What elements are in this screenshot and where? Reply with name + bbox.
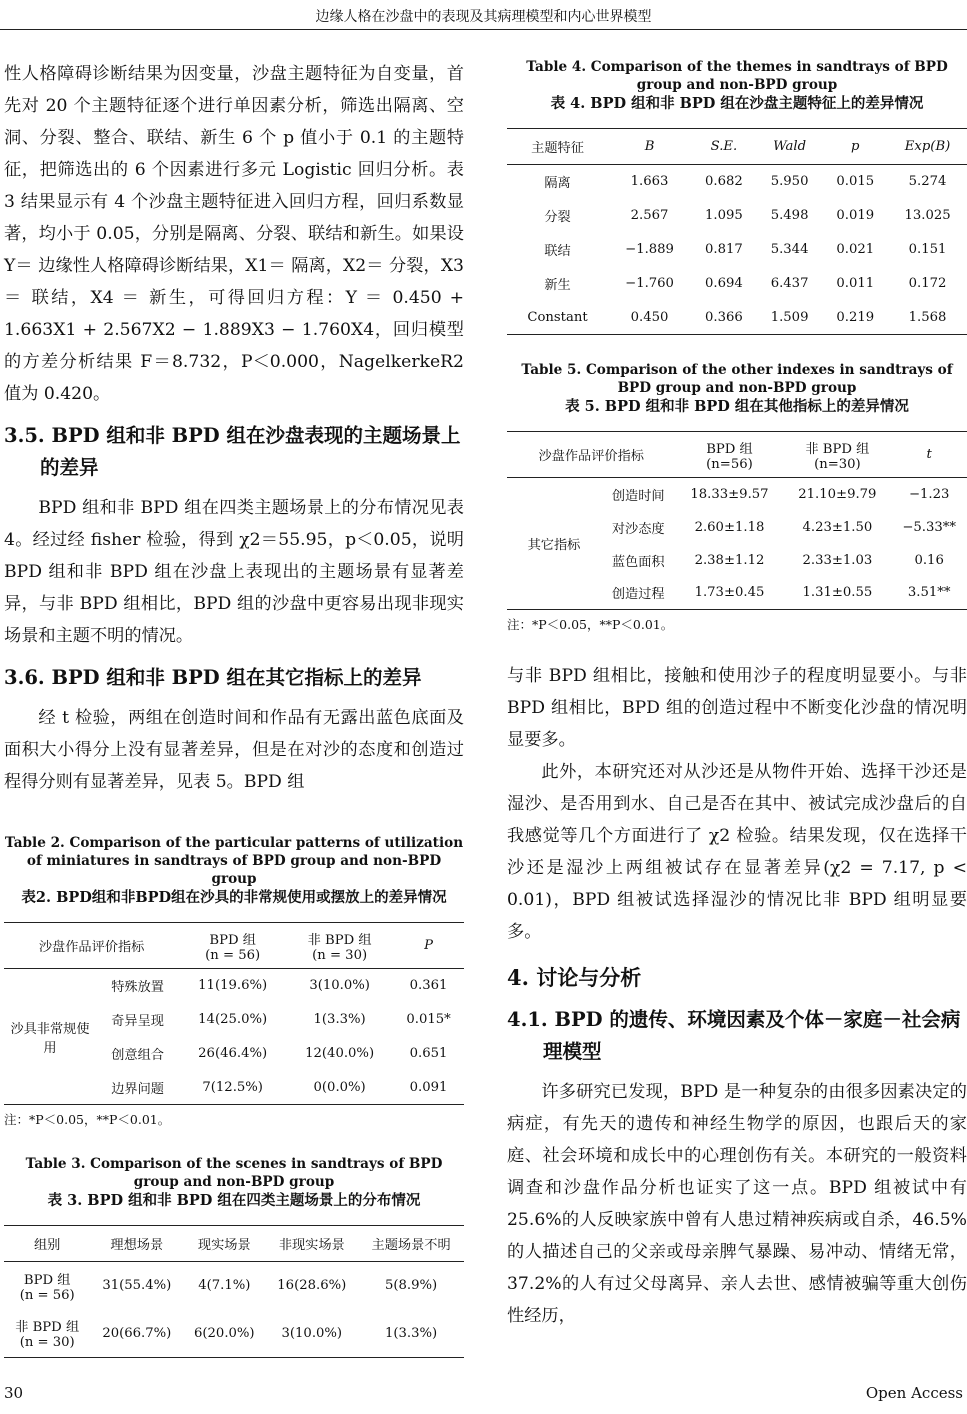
table-header: S.E. [710,139,738,154]
table-4-caption-en: Table 4. Comparison of the themes in sandtrays of BPD group and non-BPD group [526,59,948,93]
paragraph: 此外，本研究还对从沙还是从物件开始、选择干沙还是湿沙、是否用到水、自己是否在其中、被试完成沙盘后的自我感觉等几个方面进行了 χ2 检验。结果发现，仅在选择干沙还是湿沙上两组被试存在显著差异(χ2 = 7.17, p < 0.01)，BPD 组被试选择湿沙的情况比非 BPD 组明显要多。 [507,762,967,942]
right-column [507,58,967,1332]
table-row: 联结 −1.889 0.817 5.344 0.021 0.151 [544,242,947,259]
table-row: Constant 0.450 0.366 1.509 0.219 1.568 [527,309,947,325]
table-row: 其它指标 创造时间 18.33±9.57 21.10±9.79 −1.23 [507,478,967,511]
table-5-caption-en: Table 5. Comparison of the other indexes in sandtrays of BPD group and non-BPD group [521,362,953,396]
paragraph: 性人格障碍诊断结果为因变量，沙盘主题特征为自变量，首先对 20 个主题特征逐个进行单因素分析，筛选出隔离、空洞、分裂、整合、联结、新生 6 个 p 值小于 0.1 的主题特征，把筛选出的 6 个因素进行多元 Logistic 回归分析。表 3 结果显示有 4 个沙盘主题特征进入回归方程，回归系数显著，均小于 0.05，分别是隔离、分裂、联结和新生。如果设 Y＝ 边缘性人格障碍诊断结果，X1＝ 隔离，X2＝ 分裂，X3＝ 联结，X4 ＝ 新生，可得回归方程：Y ＝ 0.450 + 1.663X1 + 2.567X2 − 1.889X3 − 1.760X4，回归模型的方差分析结果 F＝8.732，P＜0.000，NagelkerkeR2 值为 0.420。 [4,64,464,404]
table-row: 沙具非常规使用 特殊放置 11(19.6%) 3(10.0%) 0.361 [4,969,464,1003]
table-header: B [644,139,655,154]
table-header: p [851,139,860,154]
paragraph: 许多研究已发现，BPD 是一种复杂的由很多因素决定的病症，有先天的遗传和神经生物学的原因，也跟后天的家庭、社会环境和成长中的心理创伤有关。本研究的一般资料调查和沙盘作品分析也证实了这一点。BPD 组被试中有 25.6%的人反映家族中曾有人患过精神疾病或自杀，46.5%的人描述自己的父亲或母亲脾气暴躁、易冲动、情绪无常，37.2%的人有过父母离异、亲人去世、感情被骗等重大创伤性经历， [507,1082,967,1326]
table-2-caption-en: Table 2. Comparison of the particular patterns of utilization of miniatures in sandtrays of BPD group and non-BPD group [4,835,464,887]
table-row: 新生 −1.760 0.694 6.437 0.011 0.172 [544,276,947,293]
table-header: 组别 [34,1238,61,1253]
running-title: 边缘人格在沙盘中的表现及其病理模型和内心世界模型 [315,9,652,25]
table-4-block [507,58,967,335]
paragraph: BPD 组和非 BPD 组在四类主题场景上的分布情况见表 4。经过经 fisher 检验，得到 χ2＝55.95，p＜0.05，说明 BPD 组和非 BPD 组在沙盘上表现出的主题场景有显著差异，与非 BPD 组相比，BPD 组的沙盘中更容易出现非现实场景和主题不明的情况。 [4,498,464,646]
table-header: Exp(B) [904,139,951,154]
table-header: BPD 组 (n=56) [706,441,753,472]
table-row: BPD 组 (n = 56) 31(55.4%) 4(7.1%) 16(28.6%) 5(8.9%) [19,1272,438,1303]
paragraph: 与非 BPD 组相比，接触和使用沙子的程度明显要小。与非 BPD 组相比，BPD 组的创造过程中不断变化沙盘的情况明显要多。 [507,666,967,750]
header-rule [0,29,967,30]
table-row: 蓝色面积 2.38±1.12 2.33±1.03 0.16 [611,552,944,570]
table-header: BPD 组 (n = 56) [205,932,261,963]
table-header: 主题特征 [531,141,584,156]
table-header: 理想场景 [110,1238,164,1253]
table-header: t [926,447,932,462]
table-row: 分裂 2.567 1.095 5.498 0.019 13.025 [544,208,951,225]
table-row: 边界问题 7(12.5%) 0(0.0%) 0.091 [111,1079,448,1097]
table-3-block [4,1155,464,1358]
table-header: Wald [773,139,807,154]
table-3-caption-zh: 表 3. BPD 组和非 BPD 组在四类主题场景上的分布情况 [47,1192,421,1209]
table-header: 非 BPD 组 (n=30) [805,441,870,472]
table-header: P [424,938,433,953]
table-row: 创造过程 1.73±0.45 1.31±0.55 3.51** [611,585,951,603]
table-note: 注：*P＜0.05，**P＜0.01。 [4,1112,171,1127]
journal-label: Open Access [865,1384,963,1402]
section-heading-4-1: 4.1. BPD 的遗传、环境因素及个体－家庭－社会病理模型 [507,1008,961,1063]
table-row: 隔离 1.663 0.682 5.950 0.015 5.274 [544,174,947,192]
table-group-label: 其它指标 [527,538,581,553]
table-note: 注：*P＜0.05，**P＜0.01。 [507,617,674,632]
table-header: 沙盘作品评价指标 [38,940,145,955]
table-header: 现实场景 [197,1238,251,1253]
table-header: 非现实场景 [278,1238,345,1253]
table-header: 主题场景不明 [371,1238,451,1253]
table-3 [4,1225,464,1358]
table-header: 沙盘作品评价指标 [538,449,644,464]
table-row: 非 BPD 组 (n = 30) 20(66.7%) 6(20.0%) 3(10.0%) 1(3.3%) [15,1320,438,1351]
table-row: 奇异呈现 14(25.0%) 1(3.3%) 0.015* [111,1012,451,1029]
page-number: 30 [4,1384,24,1402]
table-row: 创意组合 26(46.4%) 12(40.0%) 0.651 [111,1046,448,1063]
table-row: 对沙态度 2.60±1.18 4.23±1.50 −5.33** [611,519,956,537]
section-heading-3-5: 3.5. BPD 组和非 BPD 组在沙盘表现的主题场景上的差异 [4,424,461,479]
table-3-caption-en: Table 3. Comparison of the scenes in sandtrays of BPD group and non-BPD group [25,1156,443,1190]
section-heading-4: 4. 讨论与分析 [507,965,642,990]
table-2-block [4,834,464,1129]
table-4-caption-zh: 表 4. BPD 组和非 BPD 组在沙盘主题特征上的差异情况 [550,95,924,112]
table-5-block [507,361,967,634]
table-header: 非 BPD 组 (n = 30) [307,932,372,963]
section-heading-3-6: 3.6. BPD 组和非 BPD 组在其它指标上的差异 [4,666,422,689]
table-5 [507,431,967,610]
table-5-caption-zh: 表 5. BPD 组和非 BPD 组在其他指标上的差异情况 [565,398,909,415]
table-2 [4,922,464,1105]
table-4 [507,128,967,335]
table-group-label: 沙具非常规使用 [10,1021,90,1056]
paragraph: 经 t 检验，两组在创造时间和作品有无露出蓝色底面及面积大小得分上没有显著差异，但是在对沙的态度和创造过程得分则有显著差异，见表 5。BPD 组 [4,708,464,792]
table-2-caption-zh: 表2. BPD组和非BPD组在沙具的非常规使用或摆放上的差异情况 [21,889,447,906]
left-column [4,58,464,1384]
